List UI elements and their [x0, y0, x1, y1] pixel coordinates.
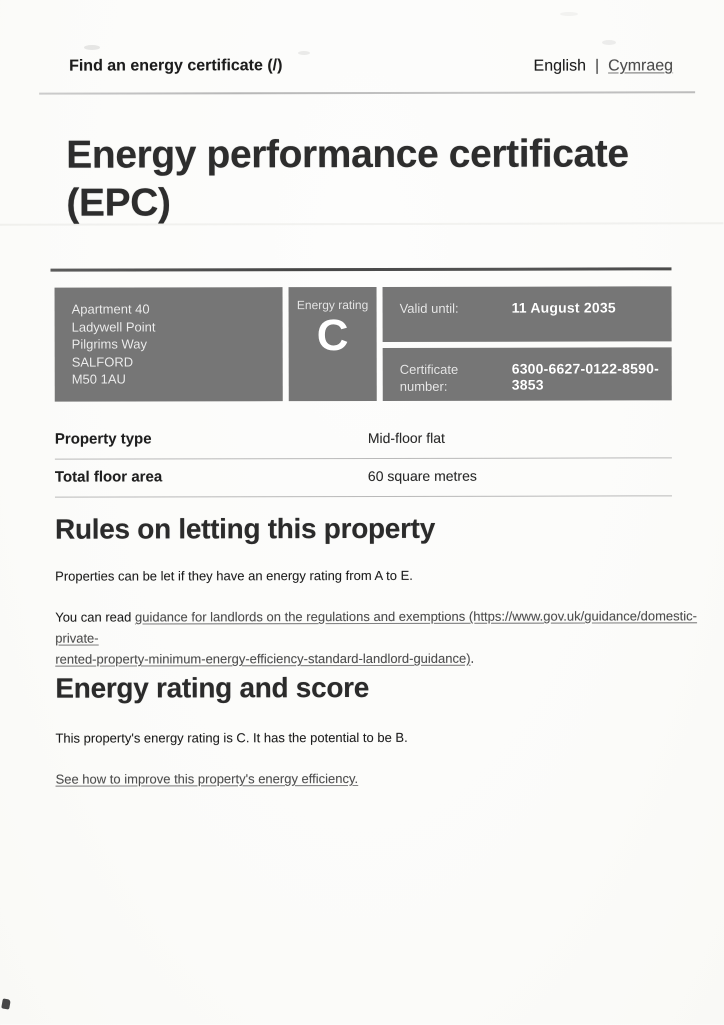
address-line: SALFORD: [71, 353, 134, 370]
language-separator: |: [594, 57, 600, 75]
fact-value: Mid-floor flat: [367, 429, 445, 446]
fact-label: Property type: [54, 430, 152, 448]
guidance-link-line1: guidance for landlords on the regulations and exemptions (https://www.gov.uk/guidance/domestic-private-: [55, 608, 697, 646]
landlord-guidance-paragraph: [55, 605, 723, 669]
certificate-number-label: Certificate number:: [399, 361, 459, 394]
rules-intro-paragraph: Properties can be let if they have an energy rating from A to E.: [55, 567, 413, 584]
valid-until-value: 11 August 2035: [511, 299, 616, 316]
section-divider: [50, 267, 671, 271]
scan-artifact-smudge: [298, 51, 310, 55]
address-line: Ladywell Point: [71, 318, 156, 335]
scan-artifact-smudge: [84, 45, 100, 50]
fact-label: Total floor area: [54, 468, 163, 486]
landlord-guidance-link[interactable]: [55, 608, 697, 666]
improve-link-paragraph: [56, 771, 359, 787]
address-line: Pilgrims Way: [71, 336, 148, 352]
fact-row-property-type: [55, 420, 672, 459]
guidance-prefix-text: You can read: [55, 609, 136, 625]
improve-efficiency-link[interactable]: See how to improve this property's energy efficiency.: [55, 771, 359, 787]
valid-until-row: [383, 286, 672, 342]
header-divider: [39, 91, 695, 94]
property-facts-table: [55, 420, 672, 497]
energy-rating-label: Energy rating: [296, 297, 369, 313]
scan-artifact-speck: [1, 998, 11, 1009]
energy-rating-value: C: [316, 311, 349, 361]
guidance-suffix-text: .: [470, 650, 475, 666]
property-address: [55, 287, 283, 401]
service-name-link[interactable]: Find an energy certificate (/): [69, 57, 283, 75]
address-line: Apartment 40: [71, 301, 150, 317]
fact-row-total-floor-area: [55, 458, 672, 497]
certificate-summary-card: [55, 286, 672, 401]
scan-artifact-smudge: [602, 40, 616, 45]
address-line: M50 1AU: [71, 371, 126, 387]
page-title: Energy performance certificate (EPC): [66, 132, 629, 225]
guidance-link-line2: rented-property-minimum-energy-efficiency-standard-landlord-guidance): [55, 650, 471, 667]
score-section-heading: Energy rating and score: [55, 671, 370, 704]
certificate-number-row: [383, 347, 672, 401]
score-summary-paragraph: This property's energy rating is C. It has the potential to be B.: [55, 729, 408, 746]
language-current: English: [533, 57, 587, 75]
rules-section-heading: Rules on letting this property: [55, 512, 435, 545]
language-alternate-link[interactable]: Cymraeg: [608, 57, 674, 75]
certificate-details-panel: [383, 286, 672, 401]
energy-rating-panel: [289, 287, 377, 401]
valid-until-label: Valid until:: [399, 300, 459, 316]
fact-value: 60 square metres: [367, 467, 477, 484]
language-toggle: [534, 57, 674, 75]
scan-artifact-smudge: [560, 12, 578, 16]
certificate-number-value: 6300-6627-0122-8590-3853: [511, 360, 659, 393]
